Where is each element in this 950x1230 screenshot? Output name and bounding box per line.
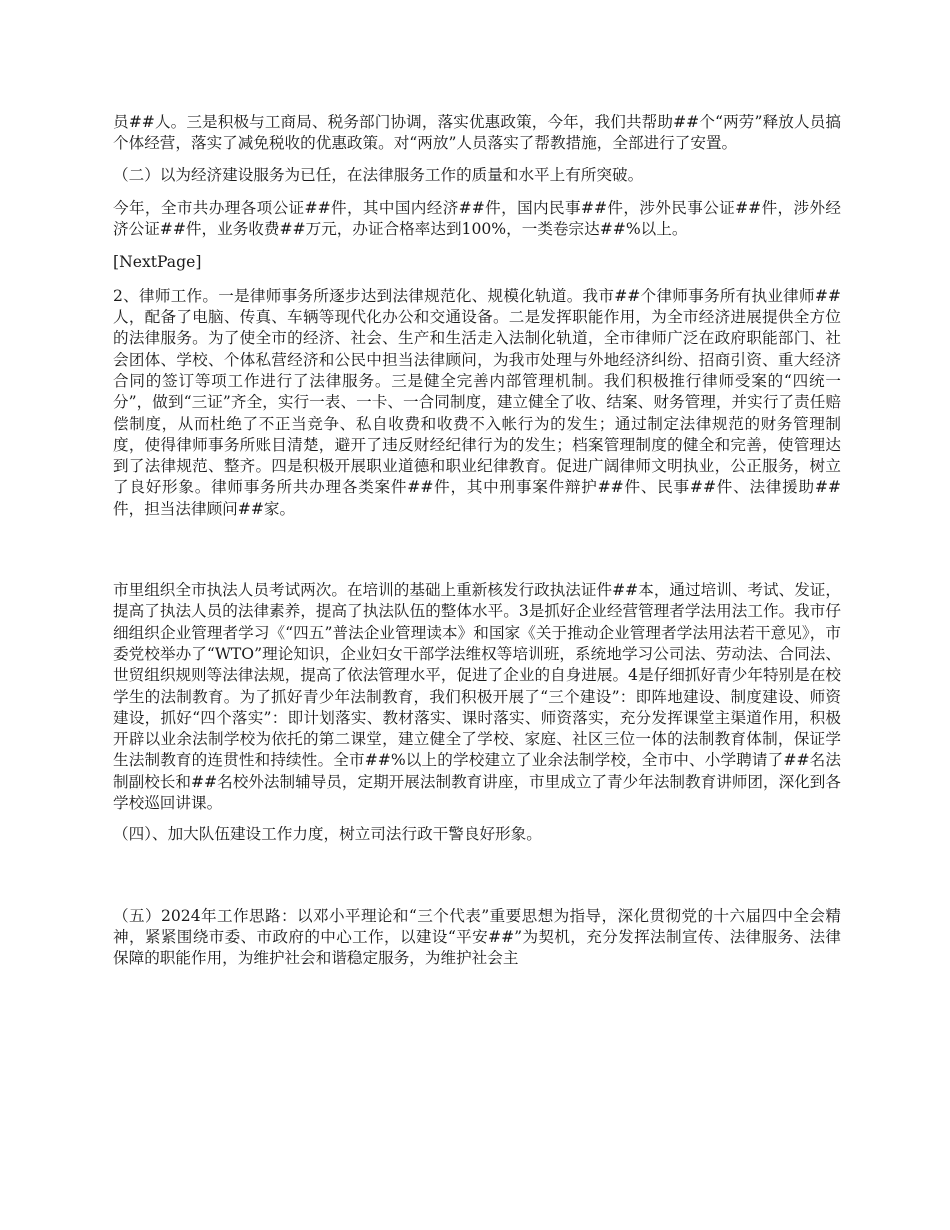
- document-body: [113, 112, 841, 970]
- paragraph-work-plan: （五）2024年工作思路：以邓小平理论和“三个代表”重要思想为指导，深化贯彻党的十六届四中全会精神，紧紧围绕市委、市政府的中心工作，以建设“平安##”为契机，充分发挥法制宣传、法律服务、法律保障的职能作用，为维护社会和谐稳定服务，为维护社会主: [113, 906, 841, 968]
- heading-legal-services: （二）以为经济建设服务为已任，在法律服务工作的质量和水平上有所突破。: [113, 165, 644, 184]
- heading-team-building: （四）、加大队伍建设工作力度，树立司法行政干警良好形象。: [113, 825, 542, 844]
- next-page-marker: [NextPage]: [113, 253, 202, 272]
- paragraph-law-education: 市里组织全市执法人员考试两次。在培训的基础上重新核发行政执法证件##本，通过培训、考试、发证，提高了执法人员的法律素养，提高了执法队伍的整体水平。3是抓好企业经营管理者学法用法工作。我市仔细组织企业管理者学习《“四五”普法企业管理读本》和国家《关于推动企业管理者学法用法若干意见》，市委党校举办了“WTO”理论知识，企业妇女干部学法维权等培训班，系统地学习公司法、劳动法、合同法、世贸组织规则等法律法规，提高了依法管理水平，促进了企业的自身进展。4是仔细抓好青少年特别是在校学生的法制教育。为了抓好青少年法制教育，我们积极开展了“三个建设”：即阵地建设、制度建设、师资建设，抓好“四个落实”：即计划落实、教材落实、课时落实、师资落实，充分发挥课堂主渠道作用，积极开辟以业余法制学校为依托的第二课堂，建立健全了学校、家庭、社区三位一体的法制教育体制，保证学生法制教育的连贯性和持续性。全市##%以上的学校建立了业余法制学校，全市中、小学聘请了##名法制副校长和##名校外法制辅导员，定期开展法制教育讲座，市里成立了青少年法制教育讲师团，深化到各学校巡回讲课。: [113, 581, 842, 813]
- paragraph-notary-stats: 今年，全市共办理各项公证##件，其中国内经济##件，国内民事##件，涉外民事公证##件，涉外经济公证##件，业务收费##万元，办证合格率达到100%，一类卷宗达##%以上。: [113, 198, 841, 239]
- paragraph-placement-summary: 员##人。三是积极与工商局、税务部门协调，落实优惠政策，今年，我们共帮助##个“两劳”释放人员搞个体经营，落实了减免税收的优惠政策。对“两放”人员落实了帮教措施，全部进行了安置。: [113, 113, 841, 153]
- paragraph-lawyer-work: 2、律师工作。一是律师事务所逐步达到法律规范化、规模化轨道。我市##个律师事务所有执业律师##人，配备了电脑、传真、车辆等现代化办公和交通设备。二是发挥职能作用，为全市经济进展提供全方位的法律服务。为了使全市的经济、社会、生产和生活走入法制化轨道，全市律师广泛在政府职能部门、社会团体、学校、个体私营经济和公民中担当法律顾问，为我市处理与外地经济纠纷、招商引资、重大经济合同的签订等项工作进行了法律服务。三是健全完善内部管理机制。我们积极推行律师受案的“四统一分”，做到“三证”齐全，实行一表、一卡、一合同制度，建立健全了收、结案、财务管理，并实行了责任赔偿制度，从而杜绝了不正当竞争、私自收费和收费不入帐行为的发生；通过制定法律规范的财务管理制度，使得律师事务所账目清楚，避开了违反财经纪律行为的发生；档案管理制度的健全和完善，使管理达到了法律规范、整齐。四是积极开展职业道德和职业纪律教育。促进广阔律师文明执业，公正服务，树立了良好形象。律师事务所共办理各类案件##件，其中刑事案件辩护##件、民事##件、法律援助##件，担当法律顾问##家。: [113, 286, 841, 518]
